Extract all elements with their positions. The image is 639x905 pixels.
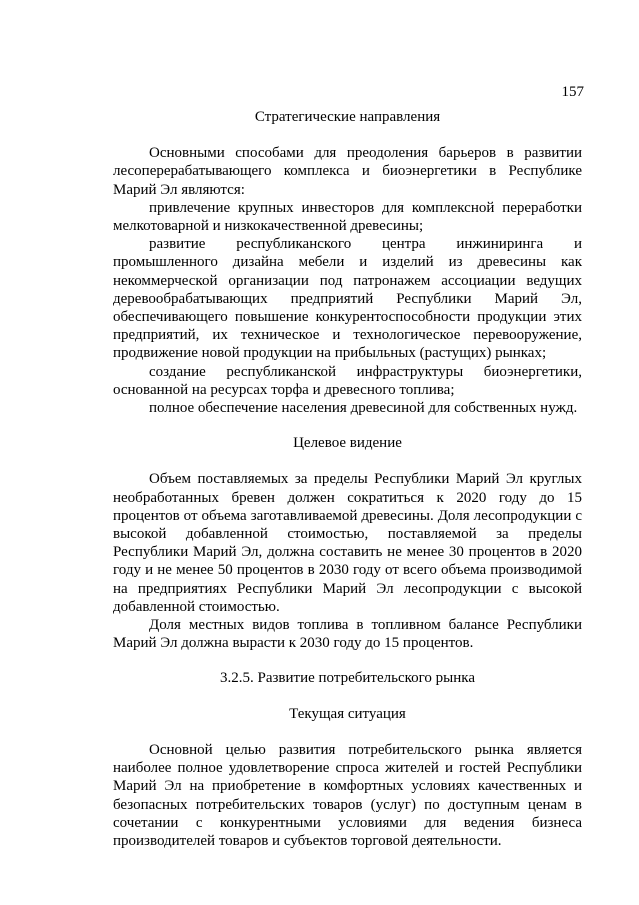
section-heading-target: Целевое видение — [293, 435, 402, 452]
section-heading-current-situation: Текущая ситуация — [289, 705, 406, 722]
target-paragraph-1: Объем поставляемых за пределы Республики Марий Эл круглых необработанных бревен должен сократиться к 2020 году до 15 процентов от объема заготавливаемой древесины. Доля лесопродукции с высокой добавленной стоимостью, поставляемой за пределы Республики Марий Эл, должна составить не менее 30 процентов в 2020 году и не менее 50 процентов в 2030 году от всего объема производимой на предприятиях Республики Марий Эл лесопродукции с высокой добавленной стоимостью. — [113, 471, 582, 615]
target-paragraph-2: Доля местных видов топлива в топливном балансе Республики Марий Эл должна вырасти к 2030 году до 15 процентов. — [113, 617, 582, 652]
page-number: 157 — [561, 84, 584, 100]
current-paragraph-1: Основной целью развития потребительского рынка является наиболее полное удовлетворение спроса жителей и гостей Республики Марий Эл на приобретение в комфортных условиях качественных и безопасных потребительских товаров (услуг) по доступным ценам в сочетании с конкурентными условиями для ведения бизнеса производителей товаров и субъектов торговой деятельности. — [113, 741, 582, 849]
document-body — [113, 108, 582, 850]
strategic-item-2: развитие республиканского центра инжиниринга и промышленного дизайна мебели и изделий из древесины как некоммерческой организации под патронажем ассоциации ведущих деревообрабатывающих предприятий Республики Марий Эл, обеспечивающего повышение конкурентоспособности продукции этих предприятий, их техническое и технологическое перевооружение, продвижение новой продукции на прибыльных (растущих) рынках; — [113, 236, 582, 362]
section-heading-consumer-market: 3.2.5. Развитие потребительского рынка — [220, 670, 475, 687]
section-heading-strategic: Стратегические направления — [254, 109, 441, 125]
strategic-item-1: привлечение крупных инвесторов для комплексной переработки мелкотоварной и низкокачественной древесины; — [113, 199, 582, 235]
strategic-item-3: создание республиканской инфраструктуры биоэнергетики, основанной на ресурсах торфа и древесного топлива; — [113, 363, 582, 398]
strategic-item-4: полное обеспечение населения древесиной для собственных нужд. — [149, 400, 578, 417]
strategic-intro-paragraph: Основными способами для преодоления барьеров в развитии лесоперерабатывающего комплекса и биоэнергетики в Республике Марий Эл являются: — [113, 145, 582, 198]
